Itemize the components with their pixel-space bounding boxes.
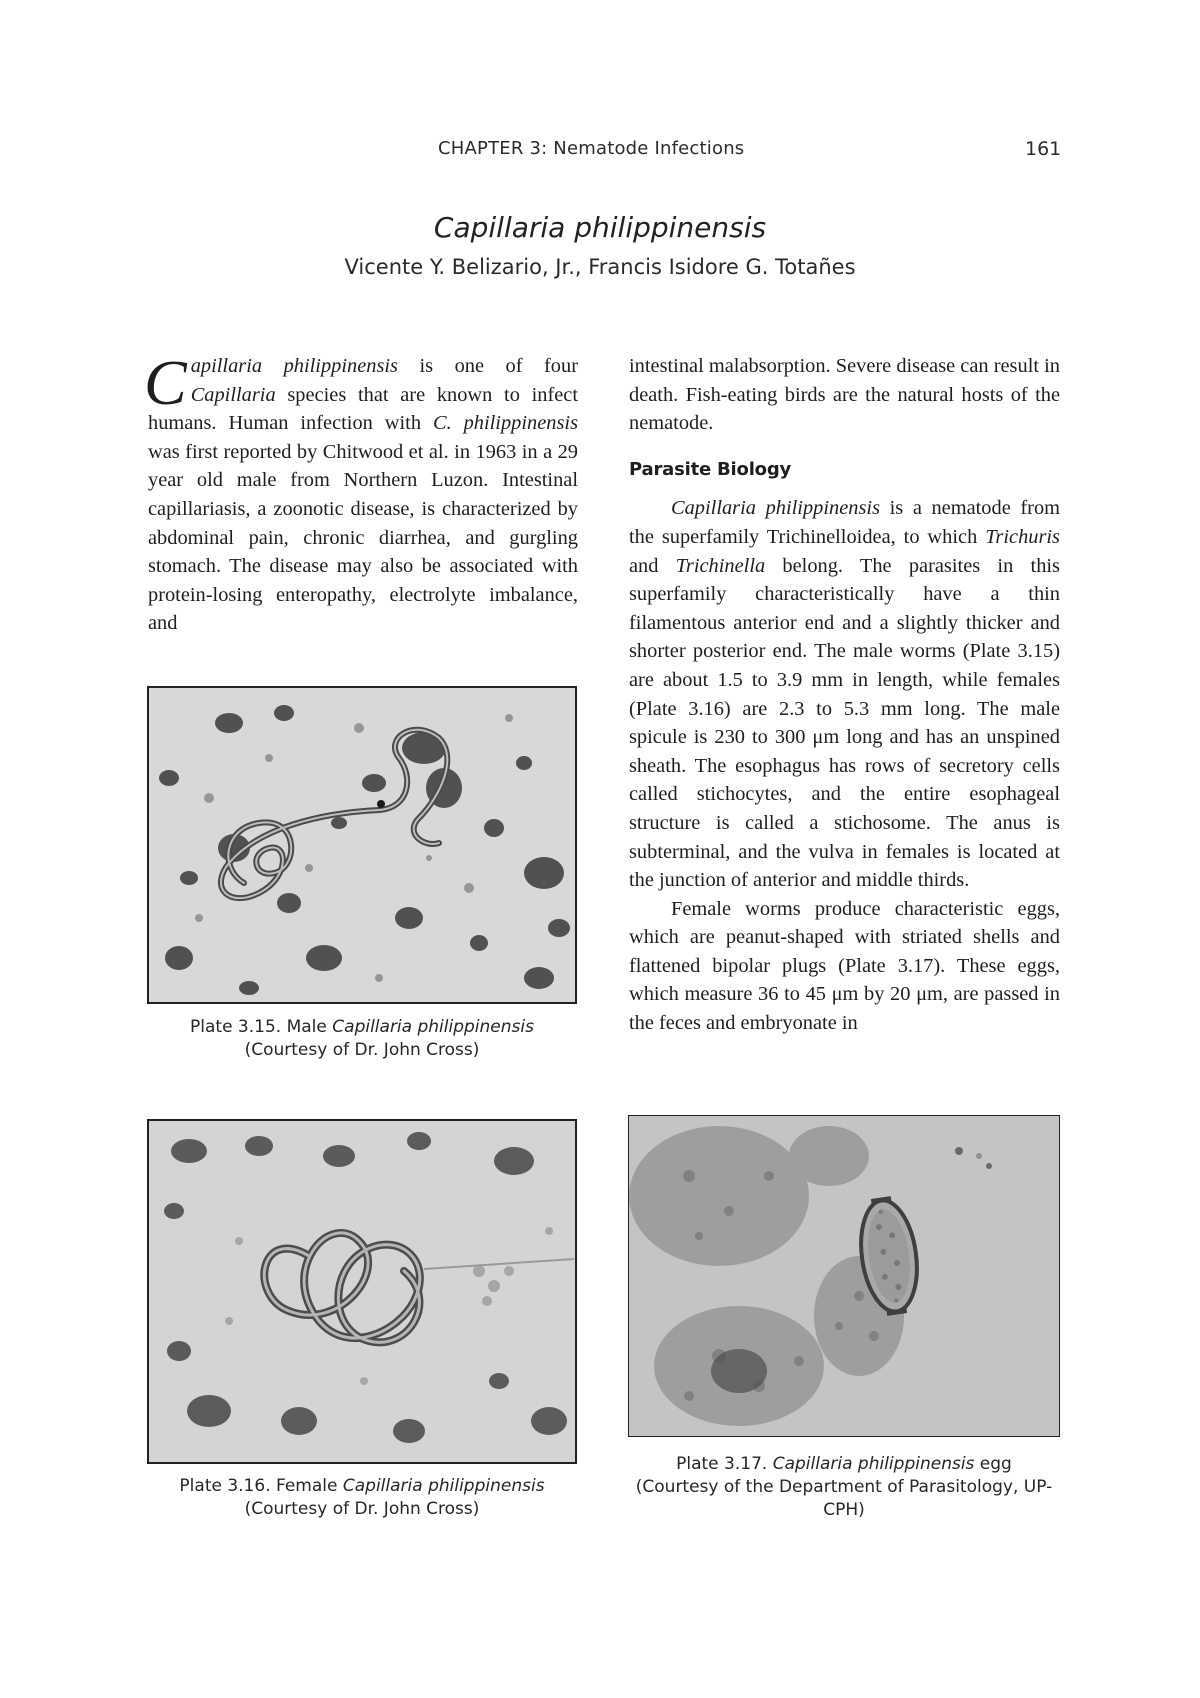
caption-species: Capillaria philippinensis xyxy=(772,1454,975,1474)
drop-cap: C xyxy=(144,347,187,418)
section-heading: Parasite Biology xyxy=(629,458,792,480)
intro-italic-2: Capillaria xyxy=(190,383,276,406)
male-worm-micrograph xyxy=(149,688,577,1004)
caption-label: Plate 3.17. xyxy=(676,1454,773,1474)
caption-label-after: egg xyxy=(974,1454,1012,1474)
caption-credit: (Courtesy of Dr. John Cross) xyxy=(244,1040,480,1060)
running-title: CHAPTER 3: Nematode Infections xyxy=(438,138,745,159)
left-column xyxy=(144,347,579,638)
caption-species: Capillaria philippinensis xyxy=(332,1017,534,1037)
plate-3-15-image xyxy=(147,686,577,1004)
plate-3-16-image xyxy=(147,1119,577,1464)
plate-3-17-image xyxy=(628,1115,1060,1437)
intro-italic-3: C. philippinensis xyxy=(432,412,579,435)
plate-3-17-caption xyxy=(618,1453,1070,1522)
biology-paragraph-2: Female worms produce characteristic eggs, which are peanut-shaped with striated shells and flattened bipolar plugs (Plate 3.17). These eggs, which measure 36 to 45 μm by 20 μm, are passed in the feces and embryonate in xyxy=(629,897,1060,1035)
intro-continuation: intestinal malabsorption. Severe disease can result in death. Fish-eating birds are the natural hosts of the nematode. xyxy=(629,355,1060,435)
article-title: Capillaria philippinensis xyxy=(433,211,767,244)
running-head xyxy=(0,138,1200,162)
bio-text-b: and xyxy=(629,554,676,577)
plate-3-16-caption xyxy=(147,1475,577,1521)
page-number: 161 xyxy=(1025,138,1062,160)
intro-italic: apillaria philippinensis xyxy=(190,355,398,377)
intro-paragraph xyxy=(144,347,579,638)
caption-label: Plate 3.16. Female xyxy=(179,1476,343,1496)
caption-credit: (Courtesy of the Department of Parasitology, UP-CPH) xyxy=(635,1477,1053,1520)
plate-3-15-caption xyxy=(147,1016,577,1062)
intro-text-c: was first reported by Chitwood et al. in 1963 in a 29 year old male from Northern Luzon. Intestinal capillariasis, a zoonotic disease, is characterized by abdominal pain, chronic diarrhea, and gurgling stomach. The disease may also be associated with protein-losing enteropathy, electrolyte imbalance, and xyxy=(148,440,578,635)
right-column xyxy=(629,352,1060,1038)
article-authors: Vicente Y. Belizario, Jr., Francis Isidore G. Totañes xyxy=(344,255,856,279)
bio-italic-3: Trichinella xyxy=(675,554,766,577)
caption-species: Capillaria philippinensis xyxy=(342,1476,545,1496)
intro-text-b: species that are known to infect humans. Human infection with xyxy=(148,383,578,435)
bio-italic: Capillaria philippinensis xyxy=(671,497,881,520)
egg-micrograph xyxy=(629,1116,1060,1437)
bio-italic-2: Trichuris xyxy=(985,525,1060,548)
bio-text-c: belong. The parasites in this superfamily characteristically have a thin filamentous anterior end and a slightly thicker and shorter posterior end. The male worms (Plate 3.15) are about 1.5 to 3.9 mm in length, while females (Plate 3.16) are 2.3 to 5.3 mm long. The male spicule is 230 to 300 μm long and has an unspined sheath. The esophagus has rows of secretory cells called stichocytes, and the entire esophageal structure is called a stichosome. The anus is subterminal, and the vulva in females is located at the junction of anterior and middle thirds. xyxy=(629,554,1060,892)
caption-label: Plate 3.15. Male xyxy=(190,1017,333,1037)
intro-text-a: is one of four xyxy=(397,355,578,377)
bio-text-a: is a nematode from the superfamily Trichinelloidea, to which xyxy=(629,497,1060,548)
biology-paragraph-1 xyxy=(629,494,1060,894)
female-worm-micrograph xyxy=(149,1121,577,1464)
caption-credit: (Courtesy of Dr. John Cross) xyxy=(244,1499,480,1519)
